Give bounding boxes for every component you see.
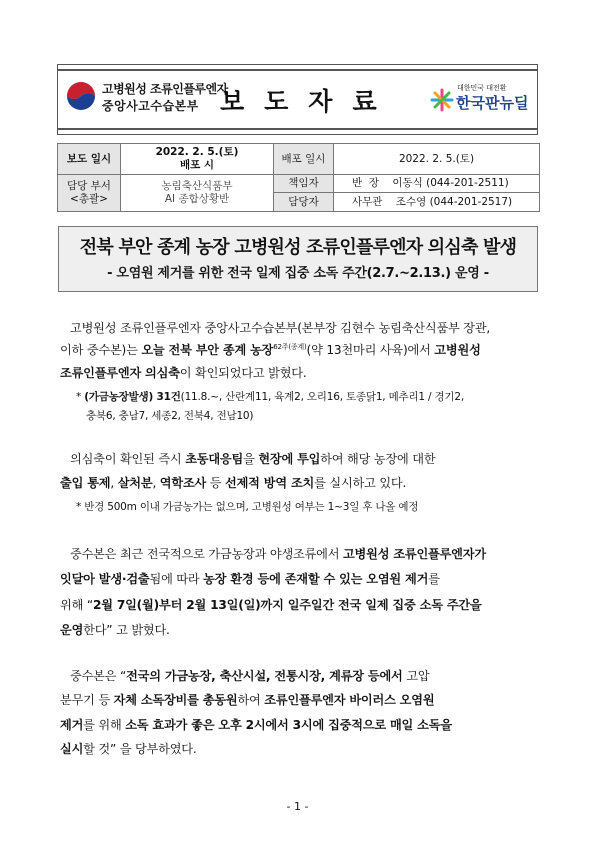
p3-text4: 위해 “ — [60, 598, 93, 612]
p4-text6: 할 것” 을 당부하였다. — [83, 742, 197, 756]
p2-text4: 등 — [206, 476, 226, 490]
dist-date-label: 배포 일시 — [274, 144, 334, 175]
p1-text: 이하 중수본)는 — [60, 343, 142, 357]
p4-text2: 고압 — [402, 669, 430, 683]
p4-bold-implement: 실시 — [60, 742, 84, 756]
p1-line1: 고병원성 조류인플루엔자 중앙사고수습본부(본부장 김현수 농림축산식품부 장관, — [70, 321, 491, 335]
p4-bold-virus: 조류인플루엔자 바이러스 오염원 — [264, 693, 435, 707]
p2-sep1: , — [110, 476, 118, 490]
p4-bold-equipment: 자체 소독장비를 총동원 — [113, 693, 238, 707]
note2: * 반경 500m 이내 가금농가는 없으며, 고병원성 여부는 1~3일 후 나올 예정 — [76, 501, 419, 513]
p2-text3: 하여 해당 농장에 대한 — [320, 452, 436, 466]
sub-headline: - 오염원 제거를 위한 전국 일제 집중 소독 주간(2.7.~2.13.) 운영 - — [107, 266, 489, 281]
p1-bold-hpai: 고병원성 — [434, 343, 481, 357]
contact-label: 담당자 — [274, 193, 334, 212]
dept-label-2: <총괄> — [70, 193, 108, 205]
p2-line1 — [70, 450, 435, 467]
p3-bold-remove: 농장 환경 등에 존재할 수 있는 오염원 제거 — [203, 572, 429, 586]
dept-value — [121, 175, 274, 212]
kd-slogan: 대한민국 대전환 — [457, 84, 507, 92]
dept-value-1: 농림축산식품부 — [161, 180, 233, 192]
note1-text: (11.8.~, 산란계11, 육계2, 오리16, 토종닭1, 메추리1 / 경기2, — [180, 391, 464, 403]
p2-text5: 를 실시하고 있다. — [314, 476, 407, 490]
contact-name: 조수영 (044-201-2517) — [395, 195, 513, 208]
p4-line2 — [60, 691, 434, 708]
p3-text3: 를 — [428, 572, 440, 586]
headline: 전북 부안 종계 농장 고병원성 조류인플루엔자 의심축 발생 — [79, 237, 517, 258]
p1-text3: 이 확인되었다고 밝혔다. — [179, 366, 307, 380]
p1-text2: (약 13천마리 사육)에서 — [306, 343, 435, 357]
p4-line1 — [70, 667, 429, 684]
dept-label — [58, 175, 121, 212]
p3-text5: 한다” 고 밝혔다. — [83, 623, 170, 637]
p3-line2 — [60, 570, 440, 587]
p3-bold-week: 2월 7일(월)부터 2월 13일(일)까지 일주일간 전국 일제 집중 소독 주간을 — [92, 598, 482, 612]
release-info-table — [57, 143, 540, 212]
note1-bold: (가금농장발생) 31건 — [84, 391, 181, 403]
p4-bold-time: 소독 효과가 좋은 오후 2시에서 3시에 집중적으로 매일 소독을 — [125, 718, 452, 732]
p4-text5: 를 위해 — [83, 718, 126, 732]
p4-bold-remove: 제거 — [60, 718, 84, 732]
p3-bold-hpai: 고병원성 조류인플루엔자가 — [342, 547, 486, 561]
resp-cell — [334, 175, 540, 193]
dept-value-2: AI 종합상황반 — [164, 193, 230, 205]
p4-bold-places: 전국의 가금농장, 축산시설, 전통시장, 계류장 등에서 — [126, 669, 403, 683]
p3-line3 — [60, 596, 482, 613]
note1-line1 — [76, 389, 464, 404]
resp-label: 책임자 — [274, 175, 334, 193]
press-release-title: 보도자료 — [220, 87, 397, 116]
p2-line2 — [60, 474, 406, 491]
p4-text4: 하여 — [237, 693, 265, 707]
p1-bold-suspect: 조류인플루엔자 의심축 — [60, 366, 180, 380]
p1-line3 — [60, 364, 307, 381]
p1-line2 — [60, 341, 481, 358]
resp-name: 이동식 (044-201-2511) — [392, 177, 509, 189]
p2-text2: 을 — [243, 452, 259, 466]
dist-date-value: 2022. 2. 5.(토) — [334, 144, 540, 175]
page-number: - 1 - — [286, 800, 309, 813]
p2-bold-measures: 선제적 방역 조치 — [225, 476, 315, 490]
p4-text3: 분무기 등 — [60, 693, 114, 707]
government-emblem-icon — [66, 81, 96, 111]
p2-bold-culling: 살처분 — [117, 476, 153, 490]
p3-text2: 됨에 따라 — [149, 572, 204, 586]
note1-line2: 충북6, 충남7, 세종2, 전북4, 전남10) — [86, 410, 254, 422]
p3-line1 — [70, 545, 486, 562]
p2-bold-access: 출입 통제 — [60, 476, 111, 490]
p2-bold-deploy: 현장에 투입 — [258, 452, 321, 466]
resp-title: 반 장 — [352, 177, 379, 189]
kd-brand-text: 한국판뉴딜 — [456, 94, 529, 112]
report-date-label: 보도 일시 — [58, 144, 121, 175]
contact-title: 사무관 — [352, 195, 383, 208]
p2-bold-epi: 역학조사 — [159, 476, 207, 490]
contact-cell — [334, 193, 540, 212]
dept-label-1: 담당 부서 — [67, 180, 111, 192]
p4-line4 — [60, 740, 197, 757]
p4-text: 중수본은 “ — [70, 669, 127, 683]
p2-bold-team: 초동대응팀 — [185, 452, 244, 466]
report-date-sub: 배포 시 — [179, 159, 215, 171]
p4-line3 — [60, 716, 452, 733]
agency-name-line2: 중앙사고수습본부 — [102, 99, 199, 113]
report-date-value: 2022. 2. 5.(토) — [155, 146, 239, 158]
p3-bold-operate: 운영 — [60, 623, 84, 637]
p1-sup: 62주(종계) — [273, 342, 307, 351]
p2-sep2: , — [152, 476, 160, 490]
p2-text: 의심축이 확인된 즉시 — [70, 452, 186, 466]
p3-bold-detect: 잇달아 발생·검출 — [60, 572, 150, 586]
agency-name-line1: 고병원성 조류인플루엔자 — [102, 82, 228, 96]
note1-bullet: * — [76, 391, 85, 403]
p1-bold-farm: 오늘 전북 부안 종계 농장 — [141, 343, 274, 357]
p3-text: 중수본은 최근 전국적으로 가금농장과 야생조류에서 — [70, 547, 343, 561]
report-date-cell — [121, 144, 274, 175]
korean-new-deal-logo-icon — [429, 87, 455, 113]
p3-line4 — [60, 621, 170, 638]
